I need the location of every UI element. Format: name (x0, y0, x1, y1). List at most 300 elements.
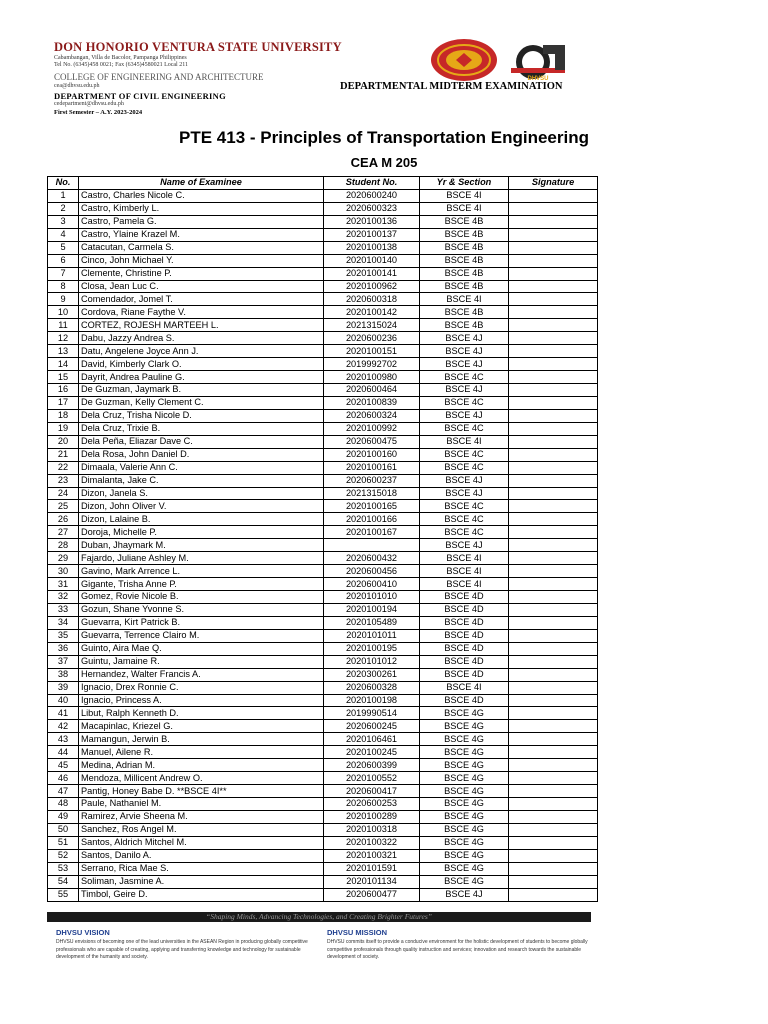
examinee-name-cell: De Guzman, Jaymark B. (79, 384, 324, 397)
university-address (54, 55, 188, 69)
signature-cell[interactable] (509, 694, 598, 707)
table-row (48, 668, 598, 681)
table-row (48, 798, 598, 811)
student-number-cell: 2019990514 (324, 707, 420, 720)
exam-title: DEPARTMENTAL MIDTERM EXAMINATION (340, 81, 563, 92)
student-number-cell: 2020600240 (324, 189, 420, 202)
table-header-row (48, 177, 598, 190)
row-number-cell: 33 (48, 603, 79, 616)
table-row (48, 448, 598, 461)
signature-cell[interactable] (509, 461, 598, 474)
signature-cell[interactable] (509, 642, 598, 655)
examinee-name-cell: Paule, Nathaniel M. (79, 798, 324, 811)
table-row (48, 435, 598, 448)
section-cell: BSCE 4J (420, 332, 509, 345)
signature-cell[interactable] (509, 422, 598, 435)
examinee-name-cell: Libut, Ralph Kenneth D. (79, 707, 324, 720)
signature-cell[interactable] (509, 772, 598, 785)
section-cell: BSCE 4B (420, 254, 509, 267)
student-number-cell: 2020600432 (324, 552, 420, 565)
examinee-name-cell: Timbol, Geire D. (79, 888, 324, 901)
table-row (48, 280, 598, 293)
table-row (48, 694, 598, 707)
row-number-cell: 23 (48, 474, 79, 487)
table-row (48, 629, 598, 642)
row-number-cell: 14 (48, 358, 79, 371)
examinee-name-cell: Dela Peña, Eliazar Dave C. (79, 435, 324, 448)
examinee-name-cell: Dimaala, Valerie Ann C. (79, 461, 324, 474)
student-number-cell: 2020600245 (324, 720, 420, 733)
student-number-cell: 2020100321 (324, 849, 420, 862)
student-number-cell: 2020600323 (324, 202, 420, 215)
table-row (48, 616, 598, 629)
student-number-cell: 2020300261 (324, 668, 420, 681)
table-row (48, 603, 598, 616)
signature-cell[interactable] (509, 500, 598, 513)
student-number-cell: 2020100992 (324, 422, 420, 435)
examinee-table (47, 176, 598, 902)
header-name: Name of Examinee (79, 177, 324, 190)
student-number-cell: 2020600410 (324, 578, 420, 591)
signature-cell[interactable] (509, 371, 598, 384)
examinee-name-cell: Dela Cruz, Trisha Nicole D. (79, 409, 324, 422)
table-row (48, 720, 598, 733)
table-row (48, 578, 598, 591)
student-number-cell: 2020100289 (324, 810, 420, 823)
student-number-cell: 2020600475 (324, 435, 420, 448)
row-number-cell: 41 (48, 707, 79, 720)
student-number-cell: 2020100318 (324, 823, 420, 836)
table-row (48, 707, 598, 720)
table-row (48, 345, 598, 358)
signature-cell[interactable] (509, 487, 598, 500)
table-row (48, 875, 598, 888)
examinee-name-cell: Pantig, Honey Babe D. **BSCE 4I** (79, 785, 324, 798)
table-row (48, 409, 598, 422)
table-row (48, 202, 598, 215)
section-cell: BSCE 4D (420, 655, 509, 668)
table-row (48, 552, 598, 565)
table-row (48, 189, 598, 202)
section-cell: BSCE 4D (420, 616, 509, 629)
section-cell: BSCE 4I (420, 293, 509, 306)
signature-cell[interactable] (509, 668, 598, 681)
student-number-cell: 2020600328 (324, 681, 420, 694)
signature-cell[interactable] (509, 539, 598, 552)
student-number-cell: 2020600399 (324, 759, 420, 772)
logo-text: DHVSU (527, 76, 549, 82)
table-row (48, 487, 598, 500)
examinee-name-cell: David, Kimberly Clark O. (79, 358, 324, 371)
signature-cell[interactable] (509, 707, 598, 720)
row-number-cell: 35 (48, 629, 79, 642)
table-row (48, 888, 598, 901)
section-cell: BSCE 4D (420, 591, 509, 604)
student-number-cell: 2020100161 (324, 461, 420, 474)
signature-cell[interactable] (509, 616, 598, 629)
examinee-name-cell: Guevarra, Kirt Patrick B. (79, 616, 324, 629)
section-cell: BSCE 4B (420, 241, 509, 254)
student-number-cell: 2021315018 (324, 487, 420, 500)
row-number-cell: 24 (48, 487, 79, 500)
signature-cell[interactable] (509, 384, 598, 397)
row-number-cell: 45 (48, 759, 79, 772)
row-number-cell: 29 (48, 552, 79, 565)
signature-cell[interactable] (509, 254, 598, 267)
row-number-cell: 5 (48, 241, 79, 254)
section-cell: BSCE 4G (420, 823, 509, 836)
student-number-cell (324, 539, 420, 552)
row-number-cell: 22 (48, 461, 79, 474)
signature-cell[interactable] (509, 267, 598, 280)
signature-cell[interactable] (509, 733, 598, 746)
student-number-cell: 2020600456 (324, 565, 420, 578)
section-cell: BSCE 4G (420, 772, 509, 785)
signature-cell[interactable] (509, 823, 598, 836)
table-row (48, 396, 598, 409)
signature-cell[interactable] (509, 888, 598, 901)
signature-cell[interactable] (509, 875, 598, 888)
signature-cell[interactable] (509, 629, 598, 642)
table-row (48, 306, 598, 319)
section-cell: BSCE 4C (420, 396, 509, 409)
signature-cell[interactable] (509, 526, 598, 539)
section-cell: BSCE 4I (420, 552, 509, 565)
student-number-cell: 2020100142 (324, 306, 420, 319)
signature-cell[interactable] (509, 759, 598, 772)
student-number-cell: 2020101012 (324, 655, 420, 668)
examinee-name-cell: Guevarra, Terrence Clairo M. (79, 629, 324, 642)
row-number-cell: 51 (48, 836, 79, 849)
section-cell: BSCE 4G (420, 746, 509, 759)
examinee-name-cell: Guinto, Aira Mae Q. (79, 642, 324, 655)
examinee-name-cell: Guintu, Jamaine R. (79, 655, 324, 668)
signature-cell[interactable] (509, 409, 598, 422)
section-cell: BSCE 4J (420, 345, 509, 358)
section-title: CEA M 205 (350, 155, 418, 170)
student-number-cell: 2020100198 (324, 694, 420, 707)
examinee-name-cell: Datu, Angelene Joyce Ann J. (79, 345, 324, 358)
student-number-cell: 2020100245 (324, 746, 420, 759)
row-number-cell: 20 (48, 435, 79, 448)
row-number-cell: 8 (48, 280, 79, 293)
signature-cell[interactable] (509, 836, 598, 849)
section-cell: BSCE 4D (420, 694, 509, 707)
examinee-name-cell: Gomez, Rovie Nicole B. (79, 591, 324, 604)
section-cell: BSCE 4B (420, 267, 509, 280)
row-number-cell: 19 (48, 422, 79, 435)
examinee-name-cell: Dimalanta, Jake C. (79, 474, 324, 487)
signature-cell[interactable] (509, 293, 598, 306)
student-number-cell: 2020100194 (324, 603, 420, 616)
signature-cell[interactable] (509, 798, 598, 811)
table-row (48, 293, 598, 306)
section-cell: BSCE 4I (420, 202, 509, 215)
table-row (48, 422, 598, 435)
table-row (48, 526, 598, 539)
row-number-cell: 31 (48, 578, 79, 591)
signature-cell[interactable] (509, 345, 598, 358)
student-number-cell: 2020100980 (324, 371, 420, 384)
examinee-name-cell: Duban, Jhaymark M. (79, 539, 324, 552)
table-row (48, 565, 598, 578)
table-row (48, 655, 598, 668)
table-row (48, 849, 598, 862)
row-number-cell: 32 (48, 591, 79, 604)
examinee-name-cell: Mamangun, Jerwin B. (79, 733, 324, 746)
signature-cell[interactable] (509, 435, 598, 448)
student-number-cell: 2020100165 (324, 500, 420, 513)
row-number-cell: 44 (48, 746, 79, 759)
section-cell: BSCE 4B (420, 280, 509, 293)
row-number-cell: 47 (48, 785, 79, 798)
student-number-cell: 2020100137 (324, 228, 420, 241)
table-row (48, 215, 598, 228)
signature-cell[interactable] (509, 241, 598, 254)
table-row (48, 267, 598, 280)
signature-cell[interactable] (509, 681, 598, 694)
student-number-cell: 2020100138 (324, 241, 420, 254)
student-number-cell: 2020101591 (324, 862, 420, 875)
signature-cell[interactable] (509, 746, 598, 759)
signature-cell[interactable] (509, 228, 598, 241)
examinee-name-cell: Dizon, Janela S. (79, 487, 324, 500)
signature-cell[interactable] (509, 578, 598, 591)
section-cell: BSCE 4C (420, 371, 509, 384)
examinee-name-cell: Gozun, Shane Yvonne S. (79, 603, 324, 616)
semester-label: First Semester – A.Y. 2023-2024 (54, 109, 143, 116)
examinee-name-cell: Mendoza, Millicent Andrew O. (79, 772, 324, 785)
section-cell: BSCE 4D (420, 629, 509, 642)
student-number-cell: 2020101010 (324, 591, 420, 604)
table-row (48, 810, 598, 823)
row-number-cell: 27 (48, 526, 79, 539)
examinee-name-cell: Gigante, Trisha Anne P. (79, 578, 324, 591)
row-number-cell: 3 (48, 215, 79, 228)
table-row (48, 746, 598, 759)
table-row (48, 358, 598, 371)
signature-cell[interactable] (509, 189, 598, 202)
signature-cell[interactable] (509, 862, 598, 875)
table-row (48, 539, 598, 552)
signature-cell[interactable] (509, 474, 598, 487)
section-cell: BSCE 4J (420, 474, 509, 487)
row-number-cell: 50 (48, 823, 79, 836)
college-name: COLLEGE OF ENGINEERING AND ARCHITECTURE (54, 72, 264, 82)
header-section: Yr & Section (420, 177, 509, 190)
student-number-cell: 2020100839 (324, 396, 420, 409)
table-row (48, 254, 598, 267)
student-number-cell: 2020100195 (324, 642, 420, 655)
row-number-cell: 25 (48, 500, 79, 513)
table-row (48, 823, 598, 836)
signature-cell[interactable] (509, 655, 598, 668)
examinee-name-cell: Macapinlac, Kriezel G. (79, 720, 324, 733)
signature-cell[interactable] (509, 448, 598, 461)
table-row (48, 371, 598, 384)
student-number-cell: 2020600318 (324, 293, 420, 306)
examinee-name-cell: Castro, Ylaine Krazel M. (79, 228, 324, 241)
examinee-name-cell: Clemente, Christine P. (79, 267, 324, 280)
signature-cell[interactable] (509, 565, 598, 578)
section-cell: BSCE 4B (420, 215, 509, 228)
examinee-name-cell: Dayrit, Andrea Pauline G. (79, 371, 324, 384)
section-cell: BSCE 4G (420, 759, 509, 772)
signature-cell[interactable] (509, 591, 598, 604)
examinee-name-cell: Dela Cruz, Trixie B. (79, 422, 324, 435)
section-cell: BSCE 4I (420, 565, 509, 578)
signature-cell[interactable] (509, 319, 598, 332)
row-number-cell: 37 (48, 655, 79, 668)
section-cell: BSCE 4G (420, 733, 509, 746)
row-number-cell: 43 (48, 733, 79, 746)
mission-text: DHVSU commits itself to provide a conducive environment for the holistic development of students to become globally competitive professionals through quality instruction and services; innovation and research towards the sustainable development of society. (327, 939, 588, 960)
signature-cell[interactable] (509, 332, 598, 345)
student-number-cell: 2020101011 (324, 629, 420, 642)
section-cell: BSCE 4I (420, 189, 509, 202)
section-cell: BSCE 4C (420, 448, 509, 461)
row-number-cell: 30 (48, 565, 79, 578)
row-number-cell: 53 (48, 862, 79, 875)
signature-cell[interactable] (509, 513, 598, 526)
signature-cell[interactable] (509, 280, 598, 293)
student-number-cell: 2020100552 (324, 772, 420, 785)
row-number-cell: 13 (48, 345, 79, 358)
mission-title: DHVSU MISSION (327, 928, 388, 937)
examinee-name-cell: Closa, Jean Luc C. (79, 280, 324, 293)
table-row (48, 772, 598, 785)
row-number-cell: 26 (48, 513, 79, 526)
header-no: No. (48, 177, 79, 190)
student-number-cell: 2020100136 (324, 215, 420, 228)
signature-cell[interactable] (509, 552, 598, 565)
examinee-name-cell: Ramirez, Arvie Sheena M. (79, 810, 324, 823)
row-number-cell: 15 (48, 371, 79, 384)
table-row (48, 759, 598, 772)
row-number-cell: 2 (48, 202, 79, 215)
contact-line: Tel No. (6345)458 0021; Fax (6345)4580021 Local 211 (54, 62, 189, 68)
examinee-name-cell: Ignacio, Drex Ronnie C. (79, 681, 324, 694)
address-line: Cabambangan, Villa de Bacolor, Pampanga Philippines (54, 55, 187, 61)
row-number-cell: 46 (48, 772, 79, 785)
student-number-cell: 2020100160 (324, 448, 420, 461)
signature-cell[interactable] (509, 603, 598, 616)
table-body (48, 189, 598, 901)
signature-cell[interactable] (509, 849, 598, 862)
examinee-name-cell: Manuel, Ailene R. (79, 746, 324, 759)
row-number-cell: 11 (48, 319, 79, 332)
examinee-name-cell: Dizon, Lalaine B. (79, 513, 324, 526)
signature-cell[interactable] (509, 215, 598, 228)
section-cell: BSCE 4C (420, 422, 509, 435)
section-cell: BSCE 4G (420, 875, 509, 888)
row-number-cell: 17 (48, 396, 79, 409)
examinee-name-cell: Serrano, Rica Mae S. (79, 862, 324, 875)
section-cell: BSCE 4J (420, 539, 509, 552)
row-number-cell: 21 (48, 448, 79, 461)
student-number-cell: 2020600477 (324, 888, 420, 901)
examinee-name-cell: Comendador, Jomel T. (79, 293, 324, 306)
vision-title: DHVSU VISION (56, 928, 110, 937)
row-number-cell: 48 (48, 798, 79, 811)
signature-cell[interactable] (509, 396, 598, 409)
examinee-name-cell: Medina, Adrian M. (79, 759, 324, 772)
course-title: PTE 413 - Principles of Transportation Engineering (179, 128, 589, 147)
signature-cell[interactable] (509, 785, 598, 798)
table-row (48, 862, 598, 875)
student-number-cell: 2020600237 (324, 474, 420, 487)
row-number-cell: 34 (48, 616, 79, 629)
signature-cell[interactable] (509, 358, 598, 371)
student-number-cell: 2020100141 (324, 267, 420, 280)
college-email: cea@dhvsu.edu.ph (54, 83, 100, 89)
table-row (48, 591, 598, 604)
student-number-cell: 2020600324 (324, 409, 420, 422)
section-cell: BSCE 4I (420, 578, 509, 591)
section-cell: BSCE 4G (420, 849, 509, 862)
row-number-cell: 7 (48, 267, 79, 280)
row-number-cell: 49 (48, 810, 79, 823)
examinee-name-cell: Cordova, Riane Faythe V. (79, 306, 324, 319)
examinee-name-cell: Santos, Aldrich Mitchel M. (79, 836, 324, 849)
row-number-cell: 39 (48, 681, 79, 694)
table-row (48, 733, 598, 746)
header-signature: Signature (509, 177, 598, 190)
row-number-cell: 42 (48, 720, 79, 733)
student-number-cell: 2020600236 (324, 332, 420, 345)
row-number-cell: 12 (48, 332, 79, 345)
section-cell: BSCE 4C (420, 461, 509, 474)
section-cell: BSCE 4J (420, 384, 509, 397)
table-row (48, 241, 598, 254)
examinee-name-cell: De Guzman, Kelly Clement C. (79, 396, 324, 409)
section-cell: BSCE 4C (420, 500, 509, 513)
section-cell: BSCE 4I (420, 435, 509, 448)
row-number-cell: 9 (48, 293, 79, 306)
signature-cell[interactable] (509, 306, 598, 319)
section-cell: BSCE 4G (420, 810, 509, 823)
examinee-name-cell: Dela Rosa, John Daniel D. (79, 448, 324, 461)
footer-tagline: “Shaping Minds, Advancing Technologies, and Creating Brighter Futures” (47, 912, 591, 922)
student-number-cell: 2019992702 (324, 358, 420, 371)
examinee-name-cell: Ignacio, Princess A. (79, 694, 324, 707)
student-number-cell: 2020600253 (324, 798, 420, 811)
signature-cell[interactable] (509, 202, 598, 215)
section-cell: BSCE 4G (420, 836, 509, 849)
university-seal-logo (430, 38, 498, 82)
student-number-cell: 2020101134 (324, 875, 420, 888)
examinee-name-cell: Soliman, Jasmine A. (79, 875, 324, 888)
section-cell: BSCE 4J (420, 358, 509, 371)
header-student-no: Student No. (324, 177, 420, 190)
table-row (48, 642, 598, 655)
signature-cell[interactable] (509, 720, 598, 733)
section-cell: BSCE 4B (420, 306, 509, 319)
section-cell: BSCE 4G (420, 720, 509, 733)
section-cell: BSCE 4D (420, 642, 509, 655)
table-row (48, 228, 598, 241)
section-cell: BSCE 4I (420, 681, 509, 694)
row-number-cell: 1 (48, 189, 79, 202)
section-cell: BSCE 4G (420, 862, 509, 875)
signature-cell[interactable] (509, 810, 598, 823)
engineering-gear-logo (503, 40, 573, 82)
table-row (48, 513, 598, 526)
student-number-cell: 2020100322 (324, 836, 420, 849)
row-number-cell: 55 (48, 888, 79, 901)
student-number-cell: 2020100151 (324, 345, 420, 358)
row-number-cell: 52 (48, 849, 79, 862)
